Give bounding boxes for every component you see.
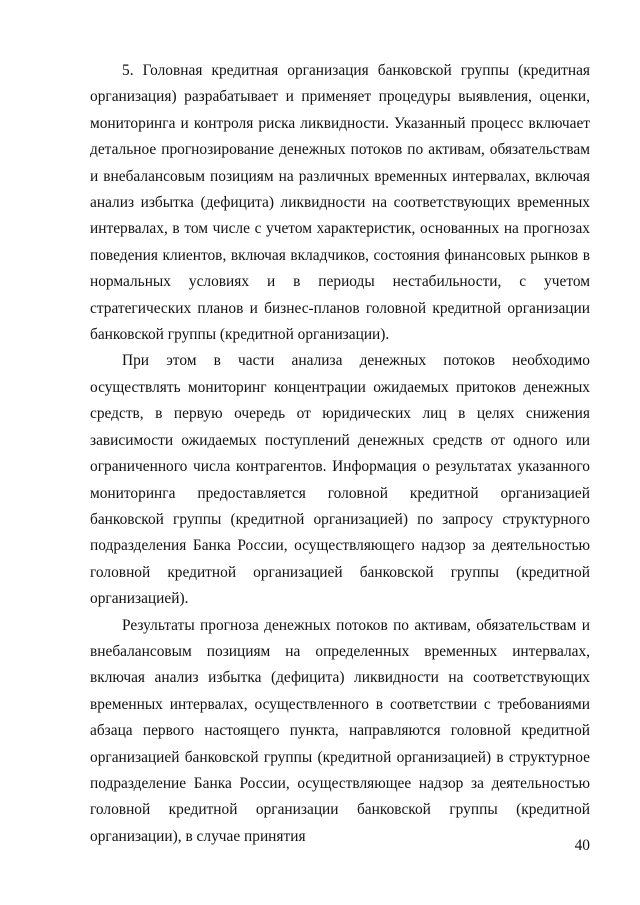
paragraph-3: Результаты прогноза денежных потоков по активам, обязательствам и внебалансовым позициям на определенных временных интервалах, включая анализ избытка (дефицита) ликвидности на соответствующих временных интервалах, осуществленного в соответствии с требованиями абзаца первого настоящего пункта, направляются головной кредитной организацией банковской группы (кредитной организацией) в структурное подразделение Банка России, осуществляющее надзор за деятельностью головной кредитной организации банковской группы (кредитной организации), в случае принятия xyxy=(90,616,590,845)
paragraph-2: При этом в части анализа денежных потоков необходимо осуществлять мониторинг концентрации ожидаемых притоков денежных средств, в первую очередь от юридических лиц в целях снижения зависимости ожидаемых поступлений денежных средств от одного или ограниченного числа контрагентов. Информация о результатах указанного мониторинга предоставляется головной кредитной организацией банковской группы (кредитной организацией) по запросу структурного подразделения Банка России, осуществляющего надзор за деятельностью головной кредитной организацией банковской группы (кредитной организацией). xyxy=(90,352,590,608)
paragraph-1: 5. Головная кредитная организация банковской группы (кредитная организация) разрабатывает и применяет процедуры выявления, оценки, мониторинга и контроля риска ликвидности. Указанный процесс включает детальное прогнозирование денежных потоков по активам, обязательствам и внебалансовым позициям на различных временных интервалах, включая анализ избытка (дефицита) ликвидности на соответствующих временных интервалах, в том числе с учетом характеристик, основанных на прогнозах поведения клиентов, включая вкладчиков, состояния финансовых рынков в нормальных условиях и в периоды нестабильности, с учетом стратегических планов и бизнес-планов головной кредитной организации банковской группы (кредитной организации). xyxy=(90,62,590,344)
document-body xyxy=(90,58,590,850)
page-number: 40 xyxy=(574,837,590,854)
